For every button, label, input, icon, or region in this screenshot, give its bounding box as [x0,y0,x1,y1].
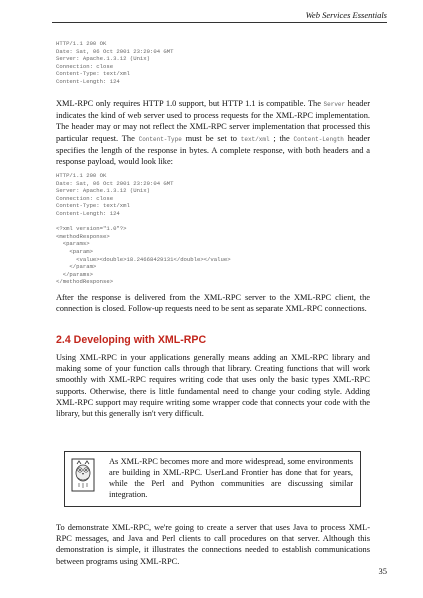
text-span: ; the [269,133,294,143]
note-text: As XML-RPC becomes more and more widespread, some environments are building in XML-RPC. UserLand Frontier has done that for years, while the Perl and Python communities are discussing similar integration. [109,457,353,499]
code-block-http-headers: HTTP/1.1 200 OK Date: Sat, 06 Oct 2001 23:20:04 GMT Server: Apache.1.3.12 (Unix) Connection: close Content-Type: text/xml Content-Length: 124 [56,40,174,85]
text-span: header indicates the kind of web server used to process requests for the XML-RPC implementation. The header may or may not reflect the XML-RPC server implementation that processed this particular request. The [56,99,370,143]
text-span: must be set to [181,133,241,143]
text-span: XML-RPC only requires HTTP 1.0 support, but HTTP 1.1 is compatible. The [56,99,324,108]
text-span: header specifies the length of the response in bytes. A complete response, with both headers and a response payload, would look like: [56,133,371,167]
header-rule [52,22,387,23]
running-header: Web Services Essentials [305,10,387,20]
page-number: 35 [378,566,387,576]
paragraph-developing: Using XML-RPC in your applications generally means adding an XML-RPC library and making some of your function calls through that library. Creating functions that will work smoothly with XML-RPC requires writing code that uses only the basic types XML-RPC supports. Otherwise, there is little fundamental need to change your coding style. Adding XML-RPC support may require writing some wrapper code that connects your code with the library, but this generally isn't very difficult. [56,353,370,419]
section-heading: 2.4 Developing with XML-RPC [56,334,207,346]
note-box [64,451,361,507]
paragraph-http-support [56,98,370,167]
code-block-full-response: HTTP/1.1 200 OK Date: Sat, 06 Oct 2001 23:20:04 GMT Server: Apache.1.3.12 (Unix) Connection: close Content-Type: text/xml Content-Length: 124 <?xml version="1.0"?> <methodResponse> <params> <param> <value><double>18.24668429131</double></value> </param> </params> </methodResponse> [56,172,231,286]
paragraph-connection-closed: After the response is delivered from the XML-RPC server to the XML-RPC client, the connection is closed. Follow-up requests need to be sent as separate XML-RPC connections. [56,293,370,314]
paragraph-demonstration: To demonstrate XML-RPC, we're going to create a server that uses Java to process XML-RPC messages, and Java and Perl clients to call procedures on that server. Although this demonstration is simple, it illustrates the connections needed to establish communications between programs using XML-RPC. [56,523,370,566]
inline-code-content-type: Content-Type [138,135,182,143]
inline-code-text-xml: text/xml [240,135,270,143]
owl-note-icon [71,458,95,492]
inline-code-content-length: Content-Length [293,135,344,143]
inline-code-server: Server [323,101,346,108]
